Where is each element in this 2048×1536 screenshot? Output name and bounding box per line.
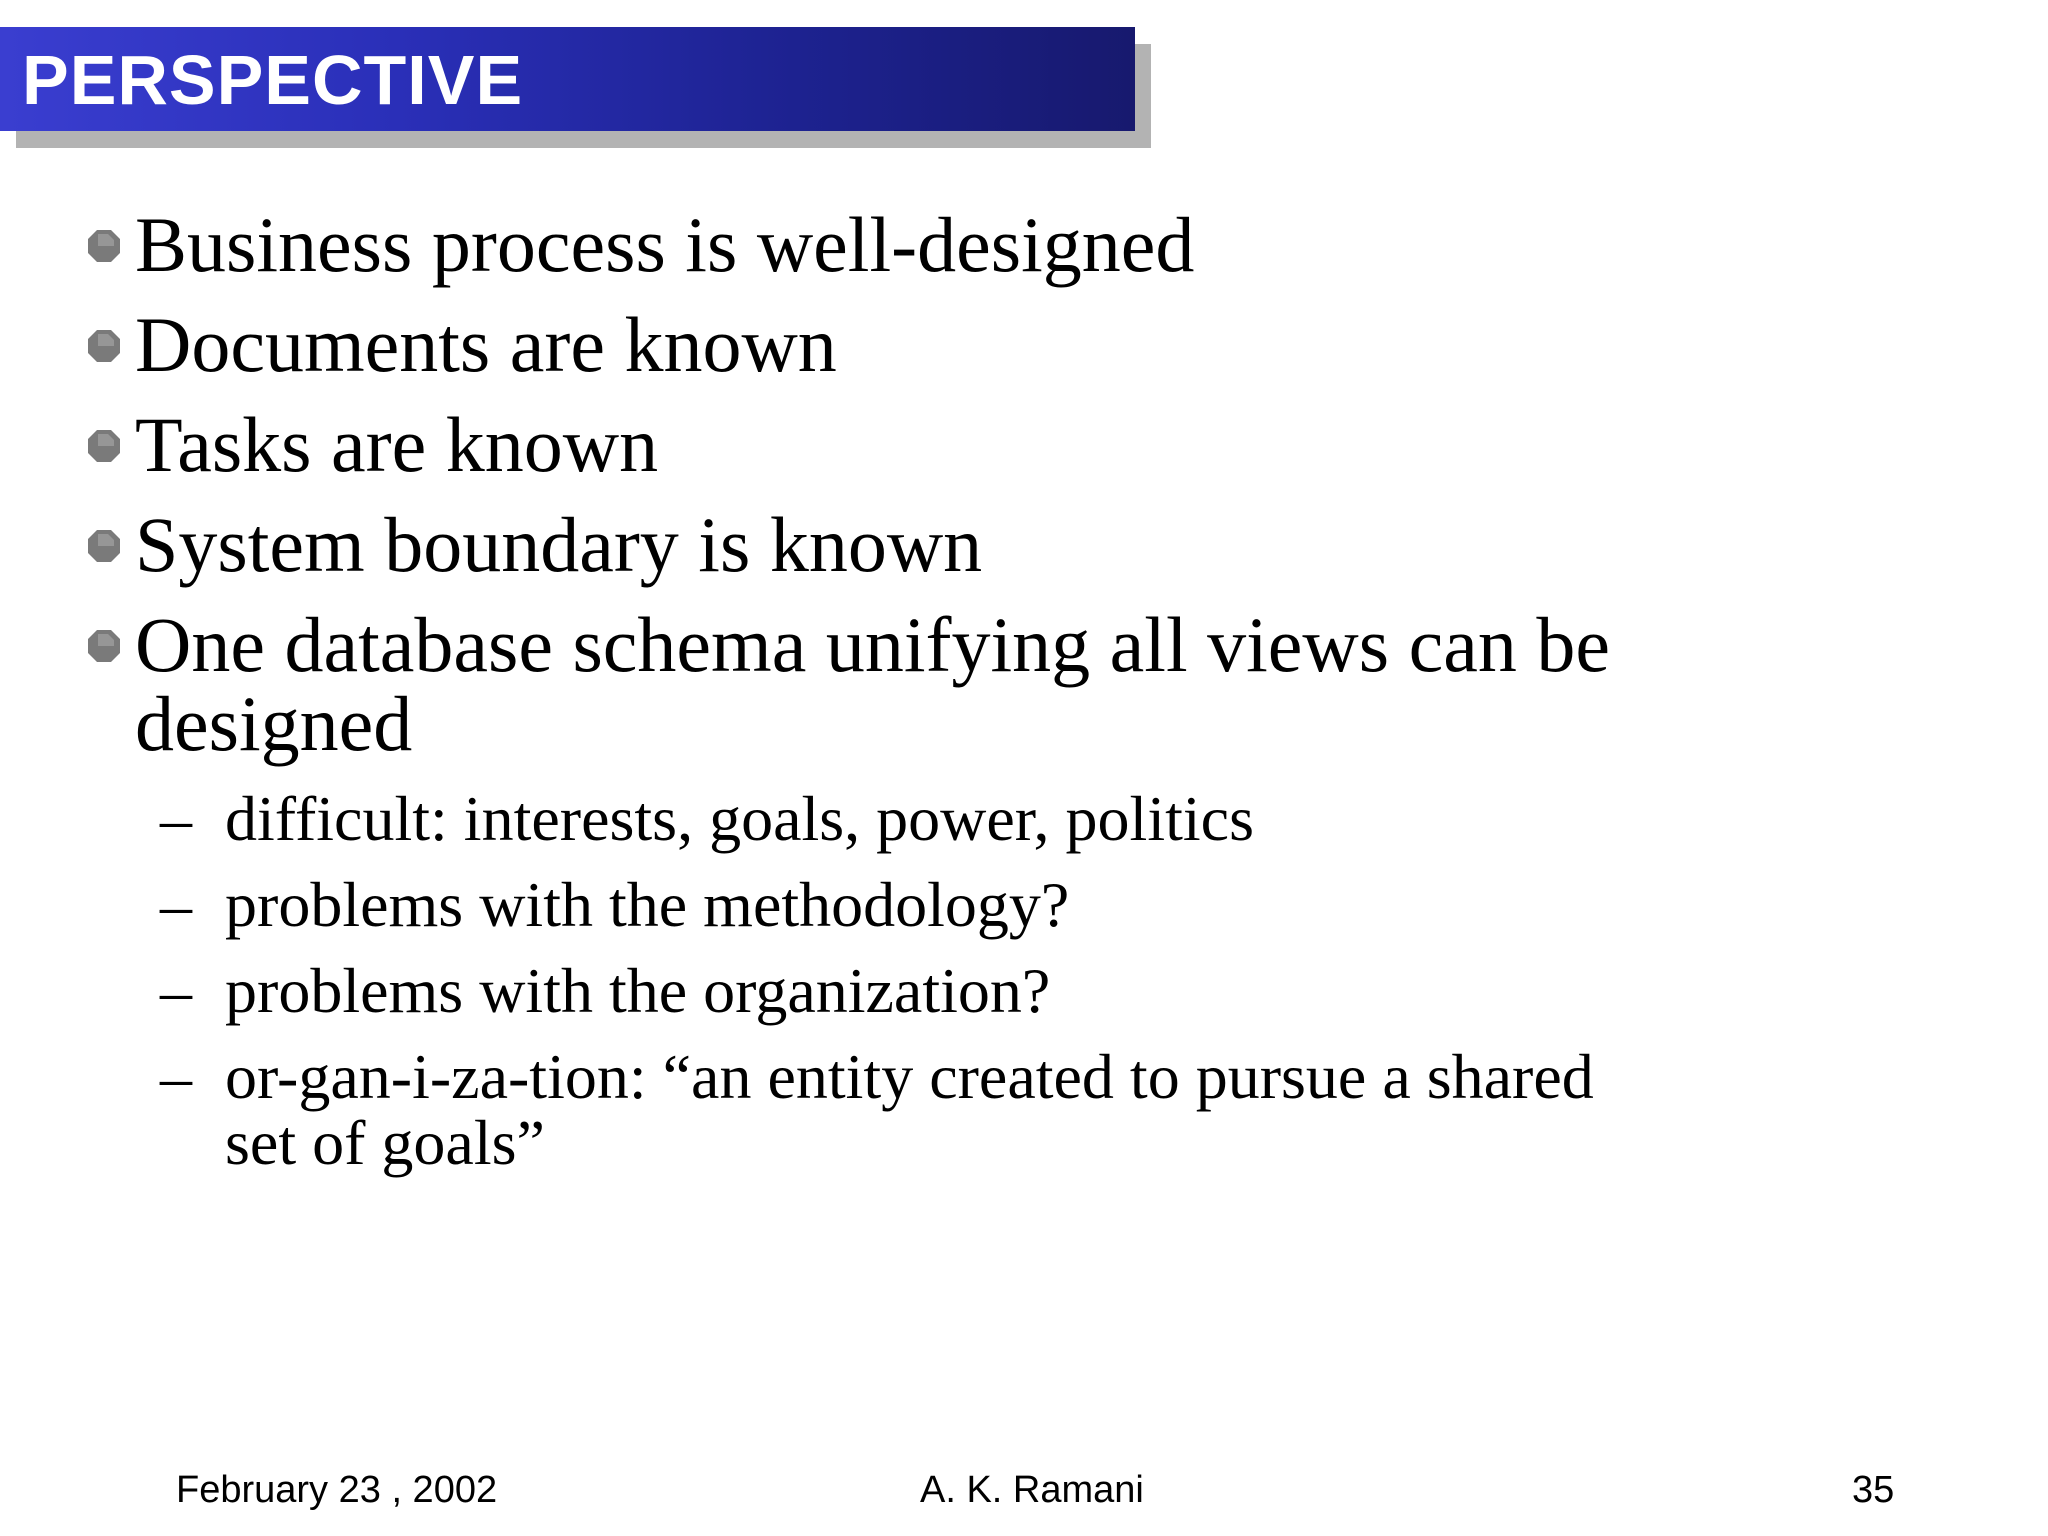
sub-bullet-item-line1: or-gan-i-za-tion: “an entity created to pursue a shared [225,1041,1594,1112]
sub-bullet-item: problems with the organization? [225,955,1051,1026]
footer-author: A. K. Ramani [920,1469,1144,1511]
bullet-item-line1: One database schema unifying all views can be [135,601,1610,688]
sub-bullet-item: difficult: interests, goals, power, politics [225,783,1254,854]
sub-bullet-dash: – [160,869,192,940]
sub-bullet-dash: – [160,1041,192,1112]
footer-page-number: 35 [1852,1469,1895,1511]
bullet-icon [86,628,122,664]
sub-bullet-item-line2: set of goals” [225,1107,545,1178]
slide-title: PERSPECTIVE [22,41,524,119]
bullet-item-line2: designed [135,680,413,767]
bullet-icon [86,528,122,564]
bullet-item: Tasks are known [135,401,659,488]
bullet-item: System boundary is known [135,501,983,588]
bullet-item: Business process is well-designed [135,201,1195,288]
bullet-item: Documents are known [135,301,837,388]
bullet-icon [86,328,122,364]
footer-date: February 23 , 2002 [176,1469,498,1511]
sub-bullet-dash: – [160,783,192,854]
bullet-icon [86,428,122,464]
bullet-icon [86,228,122,264]
sub-bullet-dash: – [160,955,192,1026]
sub-bullet-item: problems with the methodology? [225,869,1070,940]
